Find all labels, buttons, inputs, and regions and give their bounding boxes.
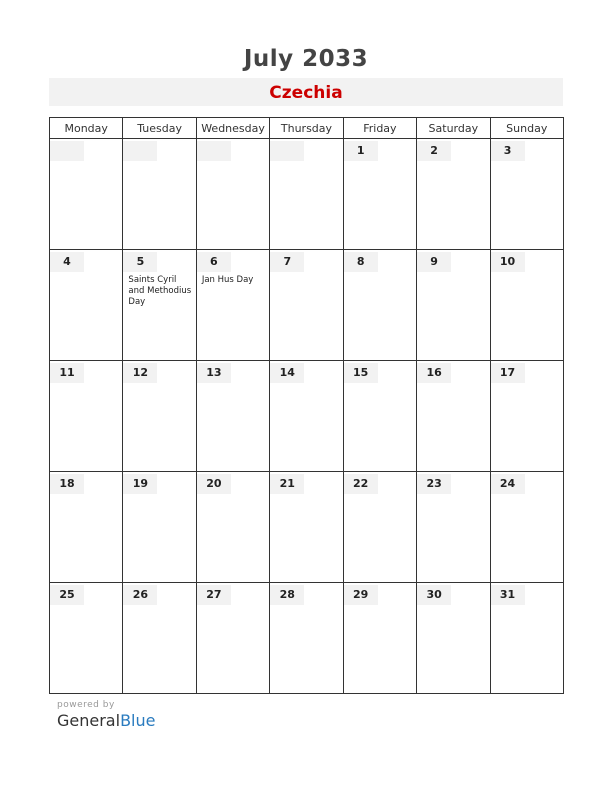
week-row: [50, 139, 564, 250]
day-number: 2: [417, 141, 451, 161]
week-row: [50, 250, 564, 361]
week-row: [50, 583, 564, 694]
day-number: 8: [344, 252, 378, 272]
day-cell: [196, 583, 269, 694]
day-number: 23: [417, 474, 451, 494]
day-cell: [50, 250, 123, 361]
day-cell: [196, 139, 269, 250]
day-cell: [123, 361, 196, 472]
day-cell: [270, 139, 343, 250]
weekday-header-sunday: Sunday: [490, 118, 563, 139]
week-row: [50, 472, 564, 583]
weekday-header-friday: Friday: [343, 118, 416, 139]
brand-name-general: General: [57, 711, 121, 730]
day-cell: [417, 139, 490, 250]
day-number: 28: [270, 585, 304, 605]
day-cell: [123, 139, 196, 250]
country-banner: [49, 78, 563, 106]
day-cell: [270, 361, 343, 472]
day-number: 5: [123, 252, 157, 272]
page-title: July 2033: [243, 46, 369, 72]
day-cell: [417, 472, 490, 583]
day-cell: [490, 139, 563, 250]
day-cell: [50, 583, 123, 694]
day-cell: [343, 361, 416, 472]
calendar-grid: [49, 117, 564, 694]
day-number: 31: [491, 585, 525, 605]
day-number: 18: [50, 474, 84, 494]
day-number: 16: [417, 363, 451, 383]
weekday-header-thursday: Thursday: [270, 118, 343, 139]
day-number: 25: [50, 585, 84, 605]
day-cell: [343, 250, 416, 361]
day-number: 1: [344, 141, 378, 161]
day-number: 26: [123, 585, 157, 605]
day-number: 29: [344, 585, 378, 605]
weekday-header-wednesday: Wednesday: [196, 118, 269, 139]
day-number: 22: [344, 474, 378, 494]
day-number: 10: [491, 252, 525, 272]
footer: [57, 700, 155, 730]
day-cell: [50, 139, 123, 250]
day-cell: [490, 361, 563, 472]
holiday-label: Jan Hus Day: [201, 275, 254, 285]
day-cell: [123, 250, 196, 361]
day-cell: [50, 361, 123, 472]
weekday-header-saturday: Saturday: [417, 118, 490, 139]
day-number: 4: [50, 252, 84, 272]
day-number: 24: [491, 474, 525, 494]
weekday-header-row: [50, 118, 564, 139]
day-number: [270, 141, 304, 161]
day-cell: [490, 583, 563, 694]
day-number: [50, 141, 84, 161]
day-cell: [196, 361, 269, 472]
country-name: Czechia: [269, 83, 343, 103]
weekday-header-tuesday: Tuesday: [123, 118, 196, 139]
day-number: [123, 141, 157, 161]
weekday-header-monday: Monday: [50, 118, 123, 139]
day-number: 15: [344, 363, 378, 383]
day-cell: [490, 472, 563, 583]
day-number: 19: [123, 474, 157, 494]
day-number: 9: [417, 252, 451, 272]
week-row: [50, 361, 564, 472]
powered-by-text: powered by: [57, 700, 115, 710]
day-cell: [417, 361, 490, 472]
day-number: 12: [123, 363, 157, 383]
day-cell: [270, 472, 343, 583]
day-number: 21: [270, 474, 304, 494]
day-cell: [196, 472, 269, 583]
day-cell: [50, 472, 123, 583]
day-number: 30: [417, 585, 451, 605]
brand-logo[interactable]: [57, 711, 155, 730]
holiday-label: Saints Cyril and Methodius Day: [128, 275, 192, 307]
day-number: 11: [50, 363, 84, 383]
day-number: 27: [197, 585, 231, 605]
day-cell: [123, 472, 196, 583]
day-cell: [270, 583, 343, 694]
day-number: 13: [197, 363, 231, 383]
day-cell: [270, 250, 343, 361]
day-cell: [343, 139, 416, 250]
day-number: 20: [197, 474, 231, 494]
day-number: 17: [491, 363, 525, 383]
day-cell: [343, 583, 416, 694]
day-number: 14: [270, 363, 304, 383]
day-cell: [196, 250, 269, 361]
day-number: 7: [270, 252, 304, 272]
brand-name-blue: Blue: [120, 711, 156, 730]
day-cell: [343, 472, 416, 583]
day-number: 3: [491, 141, 525, 161]
day-cell: [417, 583, 490, 694]
day-cell: [123, 583, 196, 694]
day-cell: [490, 250, 563, 361]
day-number: 6: [197, 252, 231, 272]
day-number: [197, 141, 231, 161]
day-cell: [417, 250, 490, 361]
